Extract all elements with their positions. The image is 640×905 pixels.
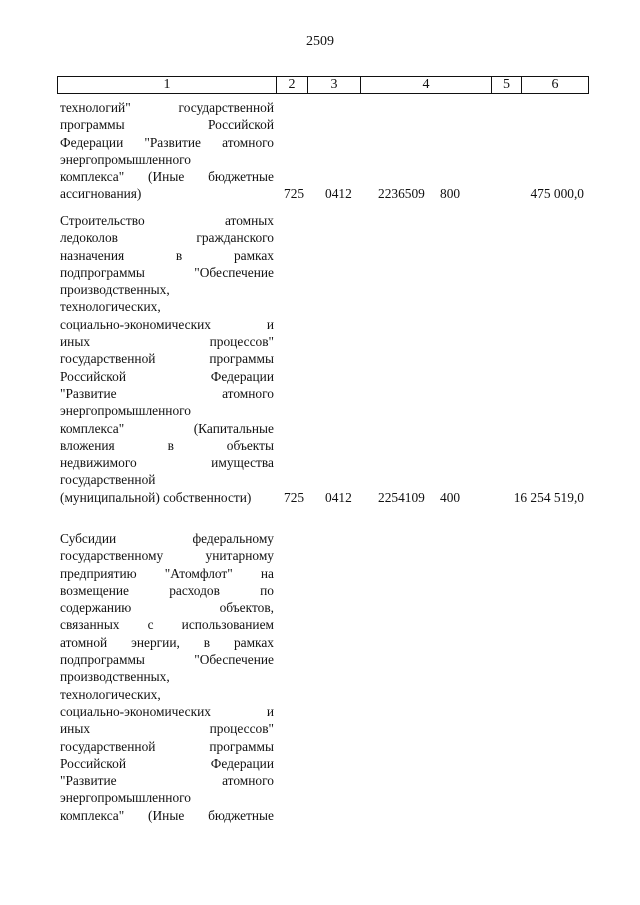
description-line: технологических,: [60, 686, 161, 702]
description-line: атомной энергии, в рамках: [60, 634, 274, 650]
description-line: (муниципальной) собственности): [60, 489, 252, 505]
row-1-expense-type: 800: [440, 186, 461, 201]
description-line: комплекса" (Иные бюджетные: [60, 807, 274, 823]
column-header-1: 1: [58, 77, 277, 93]
description-line: Российской Федерации: [60, 368, 274, 384]
row-1-amount: 475 000,0: [530, 186, 584, 201]
description-line: государственной программы: [60, 738, 274, 754]
description-line: технологических,: [60, 299, 161, 315]
column-header-4: 4: [361, 77, 492, 93]
row-1-description: [60, 99, 274, 203]
column-header-2: 2: [277, 77, 308, 93]
row-2-section: 0412: [325, 490, 352, 505]
description-line: Субсидии федеральному: [60, 531, 274, 546]
description-line: ледоколов гражданского: [60, 230, 274, 246]
row-1-section: 0412: [325, 186, 352, 201]
description-line: Строительство атомных: [60, 213, 274, 228]
row-2-expense-type: 400: [440, 490, 461, 505]
description-line: программы Российской: [60, 117, 274, 133]
description-line: социально-экономических и: [60, 703, 274, 719]
description-line: энергопромышленного: [60, 403, 191, 419]
description-line: энергопромышленного: [60, 151, 191, 167]
row-2-amount: 16 254 519,0: [513, 490, 584, 505]
column-header-6: 6: [551, 77, 559, 92]
description-line: производственных,: [60, 282, 170, 298]
description-line: подпрограммы "Обеспечение: [60, 264, 274, 280]
row-1-gr: 725: [284, 186, 305, 201]
column-header-5: 5: [492, 77, 522, 93]
description-line: социально-экономических и: [60, 316, 274, 332]
description-line: государственной программы: [60, 351, 274, 367]
description-line: иных процессов": [60, 721, 274, 737]
row-2-target-article: 2254109: [378, 490, 425, 505]
description-line: назначения в рамках: [60, 247, 274, 263]
description-line: производственных,: [60, 669, 170, 685]
description-line: ассигнования): [60, 186, 142, 202]
page-number: 2509: [306, 34, 334, 49]
description-line: Федерации "Развитие атомного: [60, 134, 274, 150]
description-line: комплекса" (Иные бюджетные: [60, 169, 274, 185]
description-line: "Развитие атомного: [60, 773, 274, 789]
description-line: вложения в объекты: [60, 437, 274, 453]
description-line: государственному унитарному: [60, 548, 274, 564]
description-line: энергопромышленного: [60, 790, 191, 806]
description-line: содержанию объектов,: [60, 600, 274, 616]
description-line: иных процессов": [60, 334, 274, 350]
description-line: Российской Федерации: [60, 755, 274, 771]
description-line: комплекса" (Капитальные: [60, 420, 274, 436]
description-line: возмещение расходов по: [60, 582, 274, 598]
row-1-target-article: 2236509: [378, 186, 425, 201]
row-2-description: [60, 212, 274, 506]
column-header-3: 3: [308, 77, 361, 93]
description-line: недвижимого имущества: [60, 455, 274, 471]
description-line: государственной: [60, 472, 156, 488]
row-2-gr: 725: [284, 490, 305, 505]
description-line: подпрограммы "Обеспечение: [60, 652, 274, 668]
row-3-description: [60, 530, 274, 824]
description-line: предприятию "Атомфлот" на: [60, 565, 274, 581]
description-line: "Развитие атомного: [60, 385, 274, 401]
description-line: связанных с использованием: [60, 617, 274, 633]
table-header-row: [57, 76, 589, 94]
description-line: технологий" государственной: [60, 100, 274, 115]
